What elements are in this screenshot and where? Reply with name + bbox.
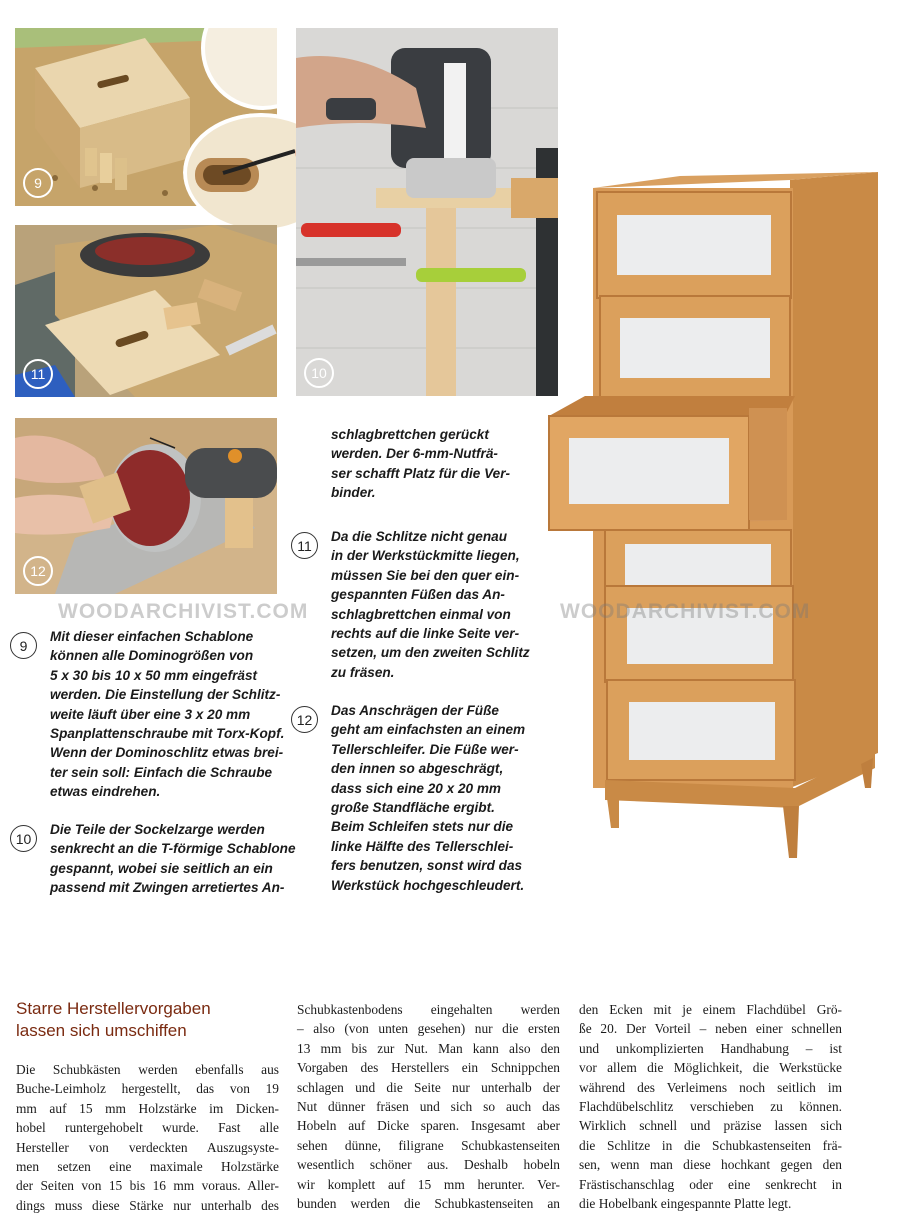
caption-number-badge: 12	[291, 706, 318, 733]
body-line: Nut dünner fräsen und sich so auch das	[297, 1099, 560, 1115]
article-column-1	[16, 1060, 279, 1215]
body-line: schlagen und die Seite nur unterhalb der	[297, 1079, 560, 1095]
caption-line: 5 x 30 bis 10 x 50 mm eingefräst	[50, 667, 258, 683]
caption-line: binder.	[331, 485, 376, 501]
caption-line: ser schafft Platz für die Ver-	[331, 465, 511, 481]
body-line: wesentlich schöner aus. Deshalb hobeln	[297, 1157, 560, 1173]
heading-line: Starre Herstellervorgaben	[16, 999, 211, 1018]
caption-10	[50, 820, 296, 898]
caption-line: weite läuft über eine 3 x 20 mm	[50, 706, 251, 722]
caption-line: etwas eindrehen.	[50, 784, 161, 800]
caption-line: rechts auf die linke Seite ver-	[331, 626, 520, 642]
body-line: vor allem die Möglichkeit, die Werkstücke	[579, 1060, 842, 1076]
caption-line: können alle Dominogrößen von	[50, 648, 254, 664]
caption-line: große Standfläche ergibt.	[331, 800, 495, 816]
caption-line: gespannten Füßen das An-	[331, 587, 505, 603]
body-line: Vorgaben des Herstellers ein Schnippchen	[297, 1060, 560, 1076]
body-line: mm auf 15 mm Holzstärke im Dicken-	[16, 1100, 279, 1116]
caption-line: Da die Schlitze nicht genau	[331, 529, 507, 544]
photo-disc-sander	[15, 418, 277, 594]
watermark-right: WOODARCHIVIST.COM	[560, 600, 811, 623]
caption-9	[50, 627, 290, 802]
body-line: Wirklich schnell und präzise lassen sich	[579, 1118, 842, 1134]
body-line: sehen dünne, filigrane Schubkastenseiten	[297, 1137, 560, 1153]
body-line: Buche-Leimholz hergestellt, das von 19	[16, 1081, 279, 1097]
caption-line: werden. Der 6-mm-Nutfrä-	[331, 446, 498, 462]
photo-number-badge: 11	[23, 359, 53, 389]
caption-11	[331, 527, 541, 682]
caption-number-badge: 9	[10, 632, 37, 659]
drawer-cabinet-illustration	[545, 168, 885, 863]
body-line: Schubkastenbodens eingehalten werden	[297, 1002, 560, 1017]
body-line: dings muss diese Stärke nur unterhalb des	[16, 1197, 279, 1213]
caption-line: werden. Die Einstellung der Schlitz-	[50, 687, 281, 703]
caption-line: Mit dieser einfachen Schablone	[50, 629, 254, 644]
caption-line: Die Teile der Sockelzarge werden	[50, 822, 265, 837]
caption-line: linke Hälfte des Tellerschlei-	[331, 838, 514, 854]
body-line: Hersteller von verdeckten Auszugsyste-	[16, 1139, 279, 1155]
article-column-3	[579, 1000, 842, 1213]
watermark-left: WOODARCHIVIST.COM	[58, 600, 309, 623]
photo-router-clamp	[296, 28, 558, 396]
body-line: 13 mm bis zur Nut. Man kann also den	[297, 1040, 560, 1056]
caption-line: ter sein soll: Einfach die Schraube	[50, 764, 273, 780]
caption-line: schlagbrettchen einmal von	[331, 606, 511, 622]
body-line: während des Verleimens noch seitlich im	[579, 1079, 842, 1095]
body-line: ße 20. Der Vorteil – neben einer schnellen	[579, 1021, 842, 1037]
caption-line: müssen Sie bei den quer ein-	[331, 567, 520, 583]
body-line: Hobeln auf Dicke sparen. Insgesamt aber	[297, 1118, 560, 1134]
body-line: sen, wenn man diese hochkant gegen den	[579, 1157, 842, 1173]
caption-line: dass sich eine 20 x 20 mm	[331, 780, 502, 796]
caption-line: Das Anschrägen der Füße	[331, 703, 499, 718]
caption-line: den innen so abgeschrägt,	[331, 761, 504, 777]
caption-line: schlagbrettchen gerückt	[331, 427, 489, 442]
body-line: men setzen eine maximale Holzstärke	[16, 1159, 279, 1175]
body-line: – also (von unten gesehen) nur die ersten	[297, 1021, 560, 1037]
photo-number-badge: 10	[304, 358, 334, 388]
disc-sander-illustration	[15, 418, 277, 594]
router-clamp-illustration	[296, 28, 558, 396]
body-line: die Hobelbank eingespannte Platte legt.	[579, 1196, 792, 1212]
caption-number-badge: 11	[291, 532, 318, 559]
caption-line: geht am einfachsten an einem	[331, 722, 526, 738]
body-line: wir komplett auf 15 mm herunter. Ver-	[297, 1176, 560, 1192]
caption-line: passend mit Zwingen arretiertes An-	[50, 880, 285, 896]
caption-line: setzen, um den zweiten Schlitz	[331, 645, 530, 661]
article-column-2	[297, 1000, 560, 1213]
body-line: Frästischanschlag oder eine senkrecht in	[579, 1176, 842, 1192]
caption-12	[331, 701, 541, 895]
caption-line: fers benutzen, sonst wird das	[331, 858, 523, 874]
caption-line: gespannt, wobei sie seitlich an ein	[50, 860, 273, 876]
heading-line: lassen sich umschiffen	[16, 1021, 187, 1040]
caption-line: Werkstück hochgeschleudert.	[331, 877, 525, 893]
caption-line: zu fräsen.	[331, 664, 395, 680]
caption-line: Beim Schleifen stets nur die	[331, 819, 514, 835]
photo-jig-router	[15, 225, 277, 397]
caption-10-continued	[331, 425, 531, 503]
caption-line: senkrecht an die T-förmige Schablone	[50, 841, 296, 857]
photo-number-badge: 12	[23, 556, 53, 586]
photo-number-badge: 9	[23, 168, 53, 198]
body-line: die Schlitze in die Schubkastenseiten frä-	[579, 1137, 842, 1153]
caption-line: Wenn der Dominoschlitz etwas brei-	[50, 745, 284, 761]
caption-line: in der Werkstückmitte liegen,	[331, 548, 520, 564]
body-line: der Seiten von 15 bis 16 mm voraus. Aller-	[16, 1178, 279, 1194]
photo-drawer-cabinet	[545, 168, 885, 863]
jig-router-illustration	[15, 225, 277, 397]
body-line: bunden werden die Schubkastenseiten an	[297, 1196, 560, 1212]
body-line: Flachdübelschlitz verschieben zu können.	[579, 1099, 842, 1115]
body-line: den Ecken mit je einem Flachdübel Grö-	[579, 1002, 842, 1017]
caption-line: Spanplattenschraube mit Torx-Kopf.	[50, 726, 285, 742]
body-line: hobel runtergehobelt wurde. Fast alle	[16, 1120, 279, 1136]
body-line: und unkomplizierten Handhabung – ist	[579, 1040, 842, 1056]
caption-number-badge: 10	[10, 825, 37, 852]
body-line: Die Schubkästen werden ebenfalls aus	[16, 1062, 279, 1077]
article-heading	[16, 998, 286, 1042]
caption-line: Tellerschleifer. Die Füße wer-	[331, 741, 519, 757]
